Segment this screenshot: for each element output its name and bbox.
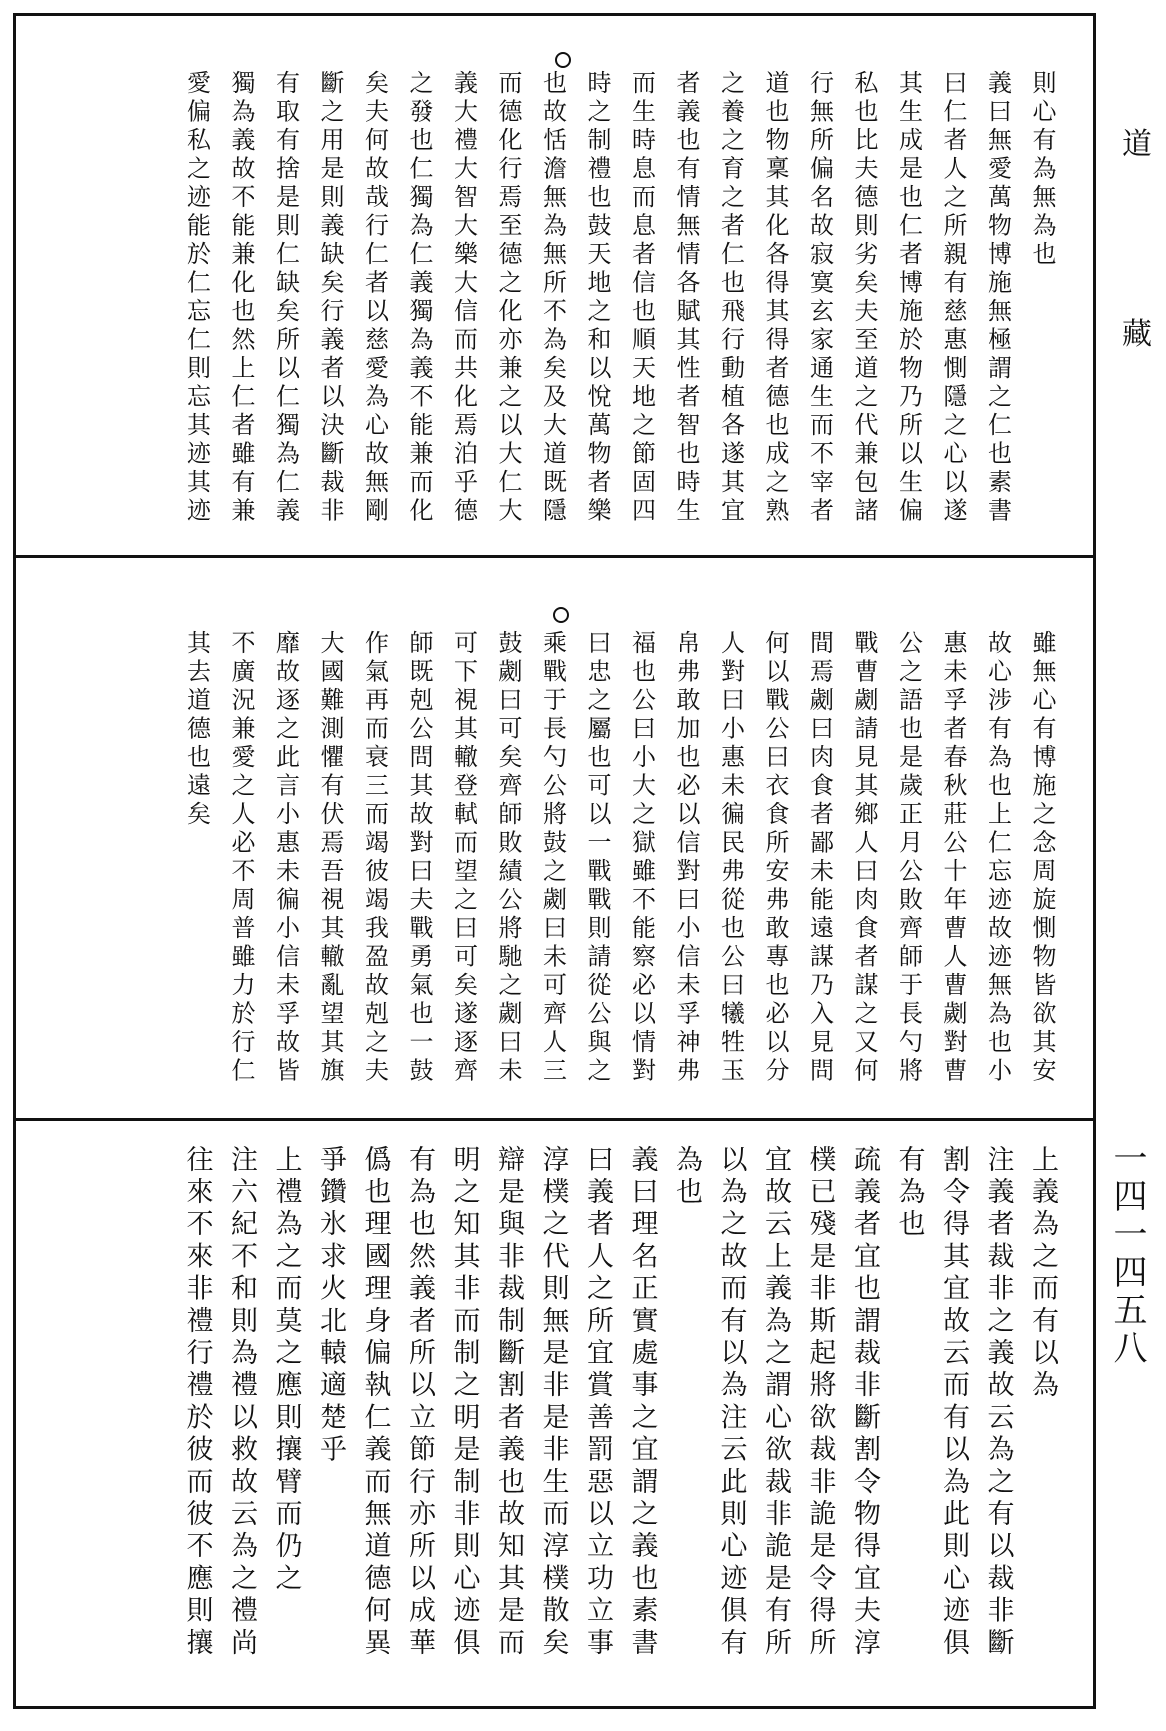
text-column: 行無所偏名故寂寞玄家通生而不宰者	[805, 70, 834, 526]
text-column: 道也物稟其化各得其得者德也成之熟	[761, 70, 789, 526]
text-column: 帛弗敢加也必以信對曰小信未孚神弗	[672, 630, 700, 1086]
text-column: 何以戰公曰衣食所安弗敢專也必以分	[761, 630, 789, 1086]
text-column: 不廣況兼愛之人必不周普雖力於行仁	[227, 630, 255, 1086]
text-column: 戰曹劌請見其鄉人曰肉食者謀之又何	[850, 630, 878, 1086]
text-column: 作氣再而衰三而竭彼竭我盈故剋之夫	[360, 630, 389, 1086]
text-column: 間焉劌曰肉食者鄙未能遠謀乃入見問	[805, 630, 834, 1086]
margin-label-bottom: 藏	[1122, 317, 1152, 352]
text-column: 乘戰于長勺公將鼓之劌曰未可齊人三	[538, 630, 567, 1086]
text-column: 也故恬澹無為無所不為矣及大道既隱	[538, 70, 567, 526]
text-column: 割令得其宜故云而有以為此則心迹俱	[938, 1145, 969, 1661]
text-column: 有為也	[893, 1145, 925, 1242]
text-column: 注義者裁非之義故云為之有以裁非斷	[982, 1145, 1014, 1661]
text-column: 注六紀不和則為禮以救故云為之禮尚	[226, 1145, 257, 1661]
text-column: 斷之用是則義缺矣行義者以決斷裁非	[316, 70, 344, 526]
text-column: 人對曰小惠未徧民弗從也公曰犧牲玉	[716, 630, 745, 1086]
text-column: 公之語也是歲正月公敗齊師于長勺將	[894, 630, 923, 1086]
text-column: 私也比夫德則劣矣夫至道之代兼包諸	[850, 70, 878, 526]
text-column: 有為也然義者所以立節行亦所以成華	[404, 1145, 435, 1661]
text-column: 義曰無愛萬物博施無極謂之仁也素書	[983, 70, 1012, 526]
text-column: 上禮為之而莫之應則攘臂而仍之	[270, 1145, 302, 1596]
text-column: 宜故云上義為之謂心欲裁非詭是有所	[760, 1145, 791, 1661]
section-divider	[13, 1118, 1096, 1121]
text-column: 義大禮大智大樂大信而共化焉泊乎德	[449, 70, 478, 526]
text-column: 師既剋公問其故對曰夫戰勇氣也一鼓	[405, 630, 433, 1086]
text-column: 愛偏私之迹能於仁忘仁則忘其迹其迹	[182, 70, 211, 526]
text-column: 時之制禮也鼓天地之和以悅萬物者樂	[583, 70, 611, 526]
text-column: 福也公曰小大之獄雖不能察必以情對	[627, 630, 656, 1086]
text-column: 則心有為無為也	[1028, 70, 1056, 270]
text-column: 可下視其轍登軾而望之曰可矣遂逐齊	[449, 630, 478, 1086]
circle-mark	[553, 607, 569, 623]
text-column: 淳樸之代則無是非是非生而淳樸散矣	[537, 1145, 569, 1661]
circle-mark	[555, 52, 571, 68]
text-column: 辯是與非裁制斷割者義也故知其是而	[493, 1145, 524, 1661]
text-column: 其去道德也遠矣	[182, 630, 211, 830]
text-column: 有取有捨是則仁缺矣所以仁獨為仁義	[271, 70, 300, 526]
text-section-2	[13, 630, 1096, 1110]
text-column: 之發也仁獨為仁義獨為義不能兼而化	[405, 70, 433, 526]
text-column: 雖無心有博施之念周旋惻物皆欲其安	[1028, 630, 1056, 1086]
text-section-1	[13, 70, 1096, 548]
text-column: 樸已殘是非斯起將欲裁非詭是令得所	[804, 1145, 836, 1661]
text-column: 為也	[671, 1145, 702, 1210]
text-column: 靡故逐之此言小惠未徧小信未孚故皆	[271, 630, 300, 1086]
text-column: 僞也理國理身偏執仁義而無道德何異	[359, 1145, 391, 1661]
text-column: 而德化行焉至德之化亦兼之以大仁大	[494, 70, 522, 526]
text-column: 爭鑽氷求火北轅適楚乎	[315, 1145, 346, 1467]
text-column: 上義為之而有以為	[1027, 1145, 1058, 1403]
text-column: 惠未孚者春秋莊公十年曹人曹劌對曹	[939, 630, 967, 1086]
text-column: 疏義者宜也謂裁非斷割令物得宜夫淳	[849, 1145, 880, 1661]
text-column: 曰仁者人之所親有慈惠惻隱之心以遂	[939, 70, 967, 526]
text-column: 明之知其非而制之明是制非則心迹俱	[448, 1145, 480, 1661]
text-column: 大國難測懼有伏焉吾視其轍亂望其旗	[316, 630, 344, 1086]
text-column: 曰忠之屬也可以一戰戰則請從公與之	[583, 630, 611, 1086]
text-column: 曰義者人之所宜賞善罰惡以立功立事	[582, 1145, 613, 1661]
section-divider	[13, 555, 1096, 558]
page-number: 一四一四五八	[1107, 1140, 1147, 1368]
text-column: 鼓劌曰可矣齊師敗績公將馳之劌曰未	[494, 630, 522, 1086]
margin-label-top: 道	[1122, 127, 1152, 162]
text-column: 者義也有情無情各賦其性者智也時生	[672, 70, 700, 526]
text-column: 而生時息而息者信也順天地之節固四	[627, 70, 656, 526]
text-column: 矣夫何故哉行仁者以慈愛為心故無剛	[360, 70, 389, 526]
text-column: 之養之育之者仁也飛行動植各遂其宜	[716, 70, 745, 526]
text-column: 以為之故而有以為注云此則心迹俱有	[715, 1145, 747, 1661]
text-section-3	[13, 1145, 1096, 1700]
text-column: 義曰理名正實處事之宜謂之義也素書	[626, 1145, 658, 1661]
text-column: 往來不來非禮行禮於彼而彼不應則攘	[181, 1145, 213, 1661]
text-column: 故心涉有為也上仁忘迹故迹無為也小	[983, 630, 1012, 1086]
text-column: 獨為義故不能兼化也然上仁者雖有兼	[227, 70, 255, 526]
text-column: 其生成是也仁者博施於物乃所以生偏	[894, 70, 923, 526]
